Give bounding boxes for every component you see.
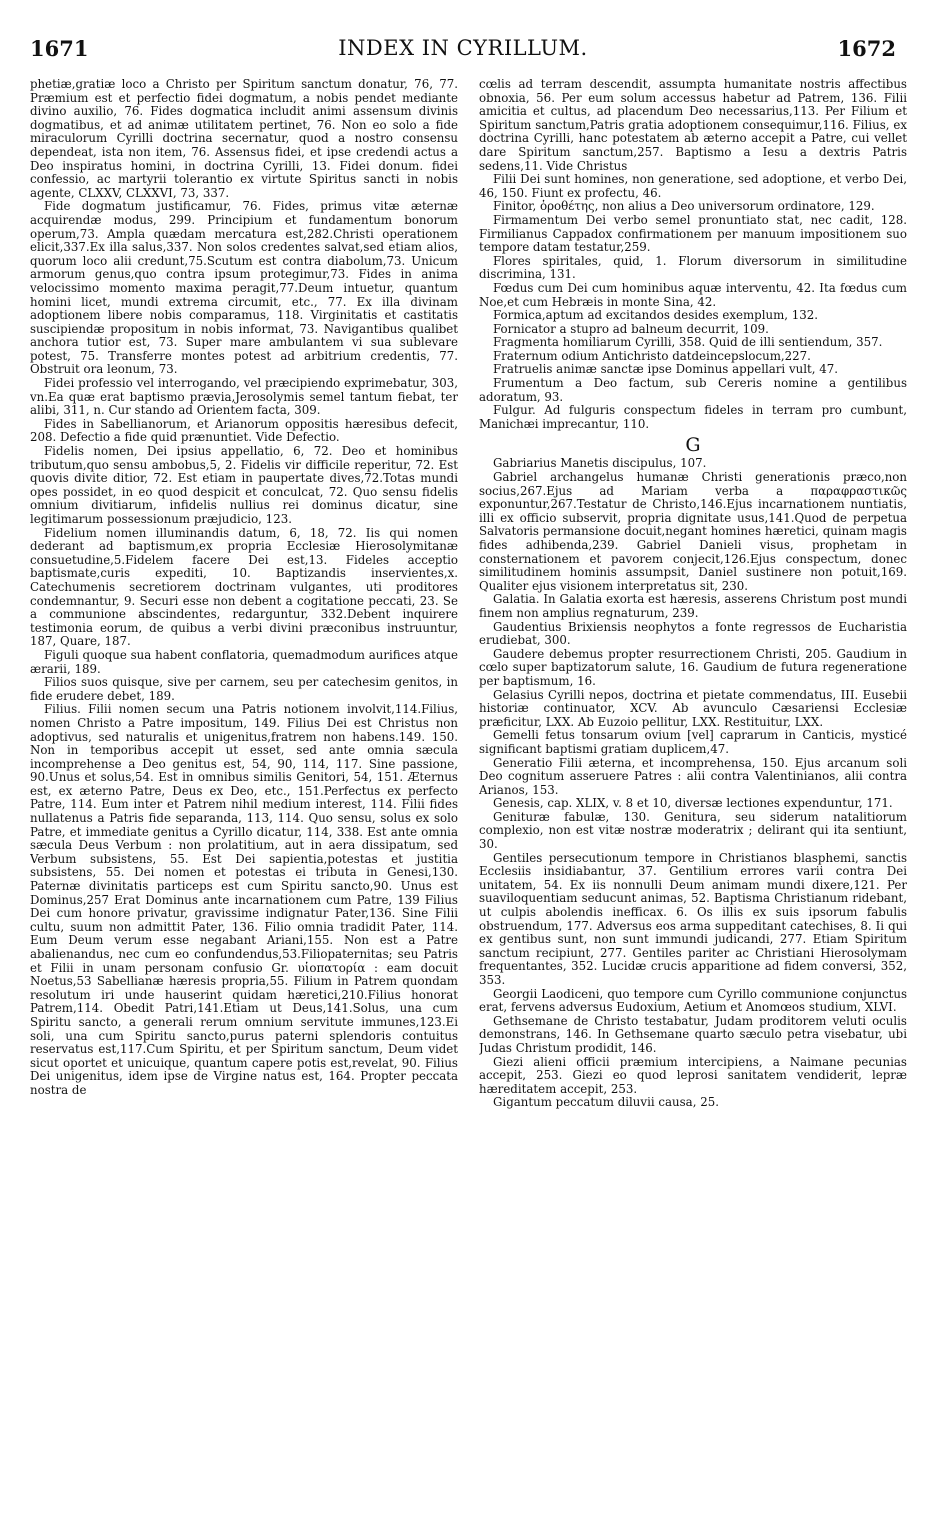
index-entry: Galatia. In Galatia exorta est hæresis, asserens Christum post mundi finem non amplius regnaturum, 239. (479, 592, 907, 620)
index-entry: Gaudere debemus propter resurrectionem Christi, 205. Gaudium in cœlo super baptizatorum salute, 16. Gaudium de futura regeneratione per baptismum, 16. (479, 646, 907, 688)
index-entry: Fidei professio vel interrogando, vel præcipiendo exprimebatur, 303, vn.Ea quæ erat baptismo prævia,Jerosolymis semel tantum fiebat, ter alibi, 311, n. Cur stando ad Orientem facta, 309. (30, 376, 458, 418)
index-entry: cœlis ad terram descendit, assumpta humanitate nostris affectibus obnoxia, 56. Per eum solum accessus habetur ad Patrem, 136. Filii amicitia et cultus, ad placendum Deo necessarius,113. Per Filium et Spiritum sanctum,Patris gratia adoptionem consequimur,116. Filius, ex doctrina Cyrilli, hanc potestatem ab æterno accepit a Patre, cui vellet dare Spiritum sanctum,257. Baptismo a Iesu a dextris Patris sedens,11. Vide Christus (479, 78, 907, 173)
page-number-right: 1672 (837, 36, 896, 61)
index-entry: Fidelium nomen illuminandis datum, 6, 18, 72. Iis qui nomen dederant ad baptismum,ex propria Ecclesiæ Hierosolymitanæ consuetudine,5.Fidelem facere Dei est,13. Fideles acceptio baptismate,curis expediti, 10. Baptizandis inservientes,x. Catechumenis secretiorem doctrinam vulgantes, uti proditores condemnantur, 9. Securi esse non debent a cogitatione peccati, 23. Se a communione abscindentes, redarguntur, 332.Debent inquirere testimonia eorum, de quibus a verbi divini præconibus instruuntur, 187, Quare, 187. (30, 525, 458, 649)
index-entry: Filios suos quisque, sive per carnem, seu per catechesim genitos, in fide erudere debet, 189. (30, 675, 458, 703)
index-entry: Filius. Filii nomen secum una Patris notionem involvit,114.Filius, nomen Christo a Patre impositum, 149. Filius Dei est Christus non adoptivus, sed naturalis et unigenitus,fratrem non habens.149. 150. Non in temporibus accepit ut esset, sed ante omnia sæcula incomprehense a Deo genitus est, 54, 90, 114, 117. Sine passione, 90.Unus et solus,54. Est in omnibus similis Genitori, 54, 151. Æternus est, ex æterno Patre, Deus ex Deo, etc., 151.Perfectus ex perfecto Patre, 114. Eum inter et Patrem nihil medium interest, 114. Filii fides nullatenus a Patris fide separanda, 113, 114. Quo sensu, solus ex solo Patre, et immediate genitus a Cyrillo dicatur, 114, 338. Est ante omnia sæcula Deus Verbum : non prolatitium, aut in aera dissipatum, sed Verbum subsistens, 55. Est Dei sapientia,potestas et justitia subsistens, 55. Dei nomen et potestas ei tributa in Genesi,130. Paternæ divinitatis particeps est cum Spiritu sancto,90. Unus est Dominus,257 Erat Dominus ante incarnationem cum Patre, 139 Filius Dei cum honore privatur, gravissime indignatur Pater,136. Sine Filii cultu, suum non admittit Pater, 136. Filio omnia tradidit Pater, 114. Eum Deum verum esse negabant Ariani,155. Non est a Patre abalienandus, nec cum eo confundendus,53.Filiopaternitas; seu Patris et Filii in unam personam confusio Gr. υἱοπατορία : eam docuit Noetus,53 Sabellianæ hæresis propria,55. Filium in Patrem quondam resolutum iri unde hauserint quidam hæretici,210.Filius honorat Patrem,114. Obedit Patri,141.Etiam ut Deus,141.Solus, una cum Spiritu sancto, a generali rerum omnium servitute immunes,123.Ei soli, una cum Spiritu sancto,purus paterni splendoris contuitus reservatus est,117.Cum Spiritu, et per Spiritum sanctum, Deum videt sicut oportet et unicuique, quantum capere potis est,revelat, 90. Filius Dei unigenitus, idem ipse de Virgine natus est, 164. Propter peccata nostra de (30, 702, 458, 1097)
index-entry: Gentiles persecutionum tempore in Christianos blasphemi, sanctis Ecclesiis insidiabantur, 37. Gentilium errores varii contra Dei unitatem, 54. Ex iis nonnulli Deum animam mundi dixere,121. Per suaviloquentiam seducunt animas, 52. Baptisma Christianum ridebant, ut culpis abolendis inefficax. 6. Os illis ex suis ipsorum fabulis obstruendum, 177. Adversus eos arma suppeditant catechises, 8. Ii qui ex gentibus sunt, non sunt immundi judicandi, 277. Etiam Spiritum sanctum recipiunt, 277. Gentiles pariter ac Christiani Hierosolymam frequentantes, 352. Lucidæ crucis apparitione ad fidem conversi, 352, 353. (479, 850, 907, 987)
index-entry: Gelasius Cyrilli nepos, doctrina et pietate commendatus, III. Eusebii historiæ continuator, XCV. Ab avunculo Cæsariensi Ecclesiæ præficitur, LXX. Ab Euzoio pellitur, LXX. Restituitur, LXX. (479, 687, 907, 729)
index-entry: Gigantum peccatum diluvii causa, 25. (493, 1095, 719, 1110)
running-title: INDEX IN CYRILLUM. (338, 36, 588, 60)
index-entry: Gaudentius Brixiensis neophytos a fonte regressos de Eucharistia erudiebat, 300. (479, 619, 907, 648)
section-letter: G (685, 434, 701, 457)
index-entry: Formica,aptum ad excitandos desides exemplum, 132. (493, 308, 819, 323)
page-header (0, 36, 926, 70)
index-entry: Fraternum odium Antichristo datdeincepslocum,227. (493, 348, 811, 363)
index-entry: Fornicator a stupro ad balneum decurrit, 109. (493, 321, 769, 336)
index-entry: Finitor, ὁροθέτης, non alius a Deo universorum ordinatore, 129. (493, 199, 875, 214)
index-entry: Gemelli fetus tonsarum ovium [vel] caprarum in Canticis, mysticé significant baptismi gratiam duplicem,47. (479, 728, 907, 756)
index-entry: Fides in Sabellianorum, et Arianorum oppositis hæresibus defecit, 208. Defectio a fide quid prænuntiet. Vide Defectio. (30, 416, 458, 445)
index-entry: Generatio Filii æterna, et incomprehensa, 150. Ejus arcanum soli Deo cognitum asseruere Patres : alii contra Valentinianos, alii contra Arianos, 153. (479, 755, 907, 797)
index-entry: Filii Dei sunt homines, non generatione, sed adoptione, et verbo Dei, 46, 150. Fiunt ex profectu, 46. (479, 172, 907, 200)
page-number-left: 1671 (30, 36, 89, 61)
index-entry: Fide dogmatum justificamur, 76. Fides, primus vitæ æternæ acquirendæ modus, 299. Principium et fundamentum bonorum operum,73. Ampla quædam mercatura est,282.Christi operationem elicit,337.Ex illa salus,337. Non solos credentes salvat,sed etiam alios, quorum loco alii credunt,75.Scutum est contra diabolum,73. Unicum armorum genus,quo contra ipsum protegimur,73. Fides in anima velocissimo momento maxima peragit,77.Deum intuetur, quantum homini licet, mundi extrema circumit, etc., 77. Ex illa divinam adoptionem libere nobis comparamus, 118. Virginitatis et castitatis suscipiendæ propositum in nobis informat, 73. Navigantibus qualibet anchora tutior est, 73. Super mare ambulantem vi sua sublevare potest, 75. Transferre montes potest ad arbitrium credentis, 77. Obstruit ora leonum, 73. (30, 199, 458, 377)
index-entry: Fragmenta homiliarum Cyrilli, 358. Quid de illi sentiendum, 357. (493, 335, 883, 350)
index-entry: Gabriel archangelus humanæ Christi generationis præco,non socius,267.Ejus ad Mariam verba a παραφραστικῶς exponuntur,267.Testatur de Christo,146.Ejus incarnationem nuntiatis, illi ex officio subservit, propria dignitate usus,141.Quod de perpetua Salvatoris permansione docuit,negant homines hæretici, quinam magis fides adhibenda,239. Gabriel Danieli visus, prophetam in consternationem et pavorem conjecit,126.Ejus conspectum, donec similitudinem hominis assumpsit, Daniel sustinere non potuit,169. Qualiter ejus visionem interpretatus sit, 230. (479, 470, 907, 593)
index-entry: Genituræ fabulæ, 130. Genitura, seu siderum natalitiorum complexio, non est vitæ nostræ moderatrix ; delirant qui ita sentiunt, 30. (479, 809, 907, 852)
index-entry: Fulgur. Ad fulguris conspectum fideles in terram pro cumbunt, Manichæi imprecantur, 110. (479, 403, 907, 431)
index-entry: Giezi alieni officii præmium intercipiens, a Naimane pecunias accepit, 253. Giezi eo quod leprosi sanitatem vendiderit, lepræ hæreditatem accepit, 253. (479, 1054, 907, 1096)
index-entry: Genesis, cap. XLIX, v. 8 et 10, diversæ lectiones expenduntur, 171. (493, 796, 893, 811)
left-column (30, 78, 458, 1518)
index-entry: Fidelis nomen, Dei ipsius appellatio, 6, 72. Deo et hominibus tributum,quo sensu ambobus,5, 2. Fidelis vir difficile reperitur, 72. Est quovis divite ditior, 72. Est etiam in paupertate dives,72.Totas mundi opes possidet, in eo quod despicit et conculcat, 72. Quo sensu fidelis omnium divitiarum, infidelis nullius rei dominus dicatur, sine legitimarum possessionum præjudicio, 123. (30, 444, 458, 526)
index-entry: Flores spiritales, quid, 1. Florum diversorum in similitudine discrimina, 131. (479, 253, 907, 282)
right-column (479, 78, 907, 1518)
index-entry: Gethsemane de Christo testabatur, Judam proditorem veluti oculis demonstrans, 146. In Gethsemane quarto sæculo petra visebatur, ubi Judas Christum prodidit, 146. (479, 1013, 907, 1055)
index-entry: phetiæ,gratiæ loco a Christo per Spiritum sanctum donatur, 76, 77. Præmium est et perfectio fidei dogmatum, a nobis pendet mediante divino auxilio, 76. Fides dogmatica includit animi assensum divinis dogmatibus, et ad animæ utilitatem pertinet, 76. Non eo solo a fide miraculorum Cyrilli doctrina secernatur, quod a nostro consensu dependeat, ista non item, 76. Assensus fidei, et ipse credendi actus a Deo inspiratus homini, in doctrina Cyrilli, 13. Fidei donum. fidei confessio, ac martyrii tolerantio ex virtute Spiritus sancti in nobis agente, CLXXV, CLXXVI, 73, 337. (30, 78, 458, 200)
index-entry: Fratruelis animæ sanctæ ipse Dominus appellari vult, 47. (493, 362, 838, 377)
index-entry: Firmamentum Dei verbo semel pronuntiato stat, nec cadit, 128. Firmilianus Cappadox confirmationem per manuum impositionem suo tempore datam testatur,259. (479, 212, 907, 255)
index-entry: Fœdus cum Dei cum hominibus aquæ interventu, 42. Ita fœdus cum Noe,et cum Hebræis in monte Sina, 42. (479, 280, 907, 309)
index-entry: Frumentum a Deo factum, sub Cereris nomine a gentilibus adoratum, 93. (479, 376, 907, 404)
index-entry: Figuli quoque sua habent conflatoria, quemadmodum aurifices atque ærarii, 189. (30, 647, 458, 676)
index-entry: Georgii Laodiceni, quo tempore cum Cyrillo communione conjunctus erat, fervens adversus Eudoxium, Aetium et Anomœos studium, XLVI. (479, 986, 907, 1015)
index-entry: Gabriarius Manetis discipulus, 107. (493, 456, 707, 471)
